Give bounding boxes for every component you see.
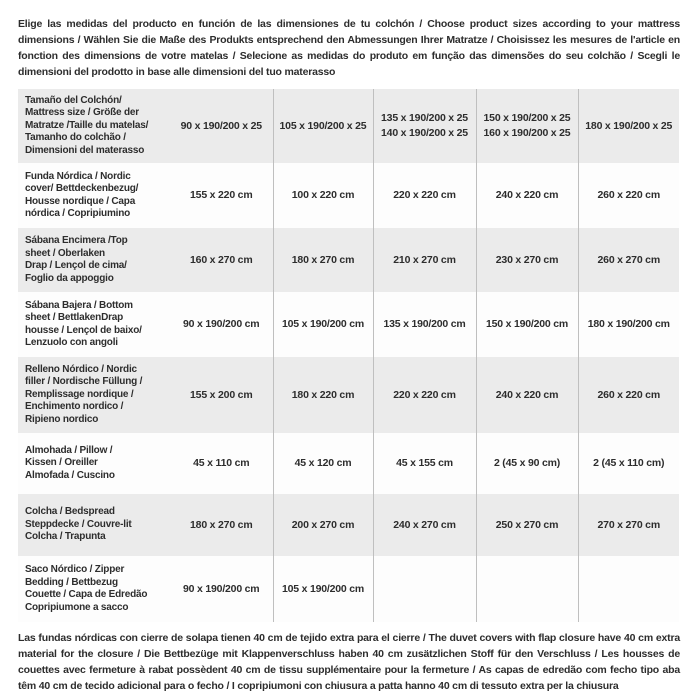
size-cell: 200 x 270 cm <box>273 494 373 556</box>
row-label: Sábana Encimera /Top sheet / Oberlaken Drap / Lençol de cima/ Foglio da appoggio <box>25 235 128 284</box>
size-cell: 155 x 200 cm <box>190 388 253 401</box>
size-cell: 90 x 190/200 cm <box>183 582 260 595</box>
size-cell: 180 x 220 cm <box>273 357 373 433</box>
size-cell: 230 x 270 cm <box>476 228 578 292</box>
table-row <box>18 357 679 433</box>
size-cell <box>373 556 476 622</box>
size-cell: 260 x 220 cm <box>578 357 679 433</box>
row-label: Sábana Bajera / Bottom sheet / BettlakenDrap housse / Lençol de baixo/ Lenzuolo con angoli <box>25 299 142 348</box>
size-cell: 240 x 220 cm <box>476 163 578 228</box>
size-cell: 155 x 220 cm <box>190 189 253 201</box>
size-cell: 45 x 120 cm <box>273 433 373 494</box>
row-label: Relleno Nórdico / Nordic filler / Nordische Füllung / Remplissage nordique / Enchimento nordico / Ripieno nordico <box>25 363 143 425</box>
size-cell: 135 x 190/200 cm <box>373 292 476 357</box>
row-label: Saco Nórdico / Zipper Bedding / Bettbezug Couette / Capa de Edredão Copripiumone a sacco <box>25 564 148 613</box>
table-row <box>18 89 679 163</box>
size-cell: 45 x 110 cm <box>193 457 250 469</box>
size-cell: 180 x 190/200 x 25 <box>578 89 679 163</box>
size-cell: 180 x 270 cm <box>190 518 253 531</box>
row-label: Colcha / Bedspread Steppdecke / Couvre-lit Colcha / Trapunta <box>25 506 132 543</box>
size-cell: 240 x 220 cm <box>476 357 578 433</box>
size-cell: 150 x 190/200 cm <box>476 292 578 357</box>
table-row <box>18 228 679 292</box>
size-cell: 220 x 220 cm <box>373 357 476 433</box>
size-cell: 90 x 190/200 cm <box>183 318 260 330</box>
size-cell <box>476 556 578 622</box>
size-cell: 260 x 270 cm <box>578 228 679 292</box>
table-row <box>18 163 679 228</box>
table-row <box>18 494 679 556</box>
size-cell: 180 x 270 cm <box>273 228 373 292</box>
size-cell: 260 x 220 cm <box>578 163 679 228</box>
size-cell: 220 x 220 cm <box>373 163 476 228</box>
size-cell: 160 x 270 cm <box>190 253 253 266</box>
table-row <box>18 556 679 622</box>
size-cell: 90 x 190/200 x 25 <box>180 119 262 132</box>
row-label: Funda Nórdica / Nordic cover/ Bettdeckenbezug/ Housse nordique / Capa nórdica / Copripiumino <box>25 170 139 219</box>
size-cell: 105 x 190/200 cm <box>273 292 373 357</box>
size-cell: 270 x 270 cm <box>578 494 679 556</box>
row-label: Tamaño del Colchón/ Mattress size / Größe der Matratze /Taille du matelas/ Tamanho do colchão / Dimensioni del materasso <box>25 94 149 156</box>
table-row <box>18 292 679 357</box>
row-label: Almohada / Pillow / Kissen / Oreiller Almofada / Cuscino <box>25 444 115 481</box>
size-cell: 100 x 220 cm <box>273 163 373 228</box>
size-cell: 180 x 190/200 cm <box>578 292 679 357</box>
table-row <box>18 433 679 494</box>
size-table-body <box>18 89 679 622</box>
size-cell: 240 x 270 cm <box>373 494 476 556</box>
size-cell: 2 (45 x 110 cm) <box>578 433 679 494</box>
size-cell: 45 x 155 cm <box>373 433 476 494</box>
size-cell: 105 x 190/200 cm <box>273 556 373 622</box>
intro-text: Elige las medidas del producto en función de las dimensiones de tu colchón / Choose product sizes according to your mattress dimensions / Wählen Sie die Maße des Produkts entsprechend den Abmessungen Ihrer Matratze / Choisissez les mesures de l'article en fonction des dimensions de votre matelas / Selecione as medidas do produto em função das dimensões do seu colchão / Scegli le dimensioni del prodotto in base alle dimensioni del tuo materasso <box>18 18 680 78</box>
size-cell: 250 x 270 cm <box>476 494 578 556</box>
size-cell: 210 x 270 cm <box>373 228 476 292</box>
size-cell: 2 (45 x 90 cm) <box>476 433 578 494</box>
footer-note: Las fundas nórdicas con cierre de solapa tienen 40 cm de tejido extra para el cierre / The duvet covers with flap closure have 40 cm extra material for the closure / Die Bettbezüge mit Klappenverschluss haben 40 cm zusätzlichen Stoff für den Verschluss / Les housses de couettes avec fermeture à rabat possèdent 40 cm de tissu supplémentaire pour la fermeture / As capas de edredão com fecho tipo aba têm 40 cm de tecido adicional para o fecho / I copripiumoni con chiusura a patta hanno 40 cm di tessuto extra per la chiusura <box>18 632 680 692</box>
size-cell: 135 x 190/200 x 25 140 x 190/200 x 25 <box>373 89 476 163</box>
size-cell: 105 x 190/200 x 25 <box>273 89 373 163</box>
size-cell <box>578 556 679 622</box>
size-cell: 150 x 190/200 x 25 160 x 190/200 x 25 <box>476 89 578 163</box>
size-table <box>18 89 679 622</box>
